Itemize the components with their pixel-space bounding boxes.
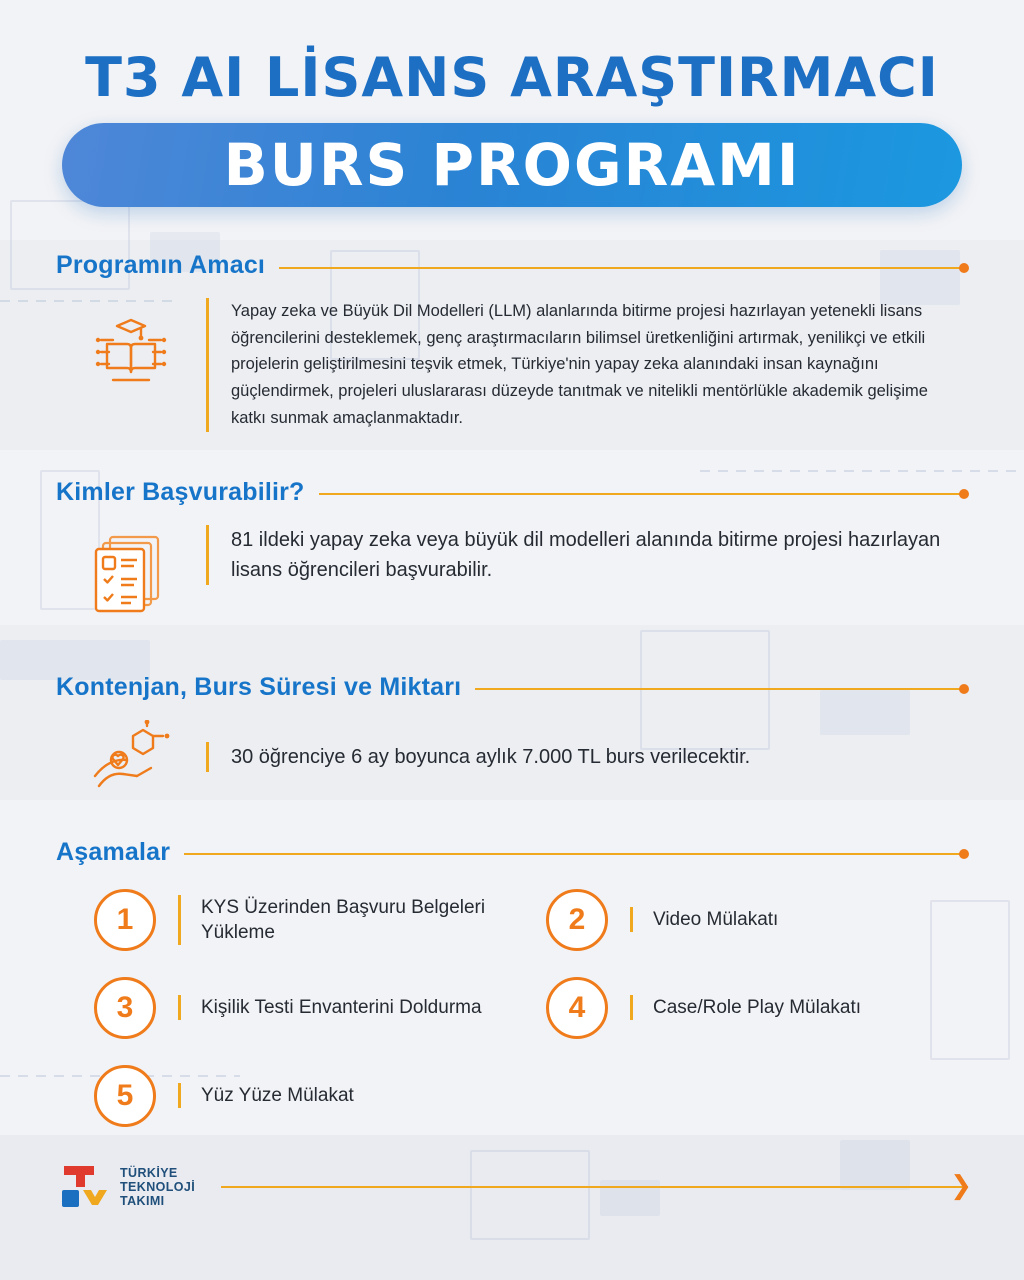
section-header [56,251,968,280]
stage-label: Case/Role Play Mülakatı [630,995,861,1020]
stage-item [94,1065,516,1127]
page-subtitle: BURS PROGRAMI [223,131,801,199]
footer-divider [221,1170,972,1201]
t3-logo-icon [56,1160,110,1214]
section-heading: Programın Amacı [56,251,266,279]
section-divider [475,688,968,690]
stage-label: Video Mülakatı [630,907,778,932]
logo-line-3: TAKIMI [120,1193,165,1208]
page-header [0,0,1024,207]
section-header [56,478,968,507]
stage-item [94,977,516,1039]
stage-number: 2 [546,889,608,951]
stage-item [94,889,516,951]
section-kimler [0,478,1024,615]
logo [56,1160,195,1214]
checklist-documents-icon [88,529,174,615]
section-header [56,838,968,867]
stage-label: Yüz Yüze Mülakat [178,1083,354,1108]
section-heading: Aşamalar [56,837,171,866]
section-heading: Kontenjan, Burs Süresi ve Miktarı [56,672,462,701]
stage-number: 5 [94,1065,156,1127]
section-asamalar [0,838,1024,1127]
logo-line-1: TÜRKİYE [120,1165,178,1180]
page-subtitle-pill [62,123,962,207]
stage-label: Kişilik Testi Envanterini Doldurma [178,995,482,1020]
stage-number: 3 [94,977,156,1039]
section-body [56,298,968,432]
graduation-book-icon [83,302,179,394]
stage-item [546,889,968,951]
section-divider [184,853,968,855]
stages-list [56,889,968,1127]
hand-heart-support-icon [85,720,177,798]
section-paragraph: Yapay zeka ve Büyük Dil Modelleri (LLM) alanlarında bitirme projesi hazırlayan yetenekli lisans öğrencilerini desteklemek, genç araştırmacıların bilimsel üretkenliğini artırmak, yenilikçi ve etkili projelerin geliştirilmesini teşvik etmek, Türkiye'nin yapay zeka alanındaki insan kaynağını güçlendirmek, projeleri uluslararası düzeyde tanıtmak ve nitelikli mentörlükle akademik gelişime katkı sunmak amaçlanmaktadır. [206,298,946,432]
icon-container [56,298,206,394]
section-paragraph: 30 öğrenciye 6 ay boyunca aylık 7.000 TL burs verilecektir. [206,742,750,772]
section-divider [319,493,968,495]
section-paragraph: 81 ildeki yapay zeka veya büyük dil modelleri alanında bitirme projesi hazırlayan lisans öğrencileri başvurabilir. [206,525,946,585]
stage-number: 1 [94,889,156,951]
section-kontenjan [0,673,1024,798]
logo-text [120,1166,195,1208]
stage-item [546,977,968,1039]
section-header [56,673,968,702]
chevron-right-icon: ❯ [950,1170,972,1201]
section-body [56,716,968,798]
stage-number: 4 [546,977,608,1039]
section-heading: Kimler Başvurabilir? [56,477,305,506]
circuit-trace [700,470,1020,472]
page-title: T3 AI LİSANS ARAŞTIRMACI [85,46,939,109]
section-body [56,525,968,615]
icon-container [56,525,206,615]
icon-container [56,716,206,798]
section-amac [0,251,1024,432]
stage-label: KYS Üzerinden Başvuru Belgeleri Yükleme [178,895,516,945]
page-footer [0,1127,1024,1247]
logo-line-2: TEKNOLOJİ [120,1179,196,1194]
section-divider [279,267,968,269]
